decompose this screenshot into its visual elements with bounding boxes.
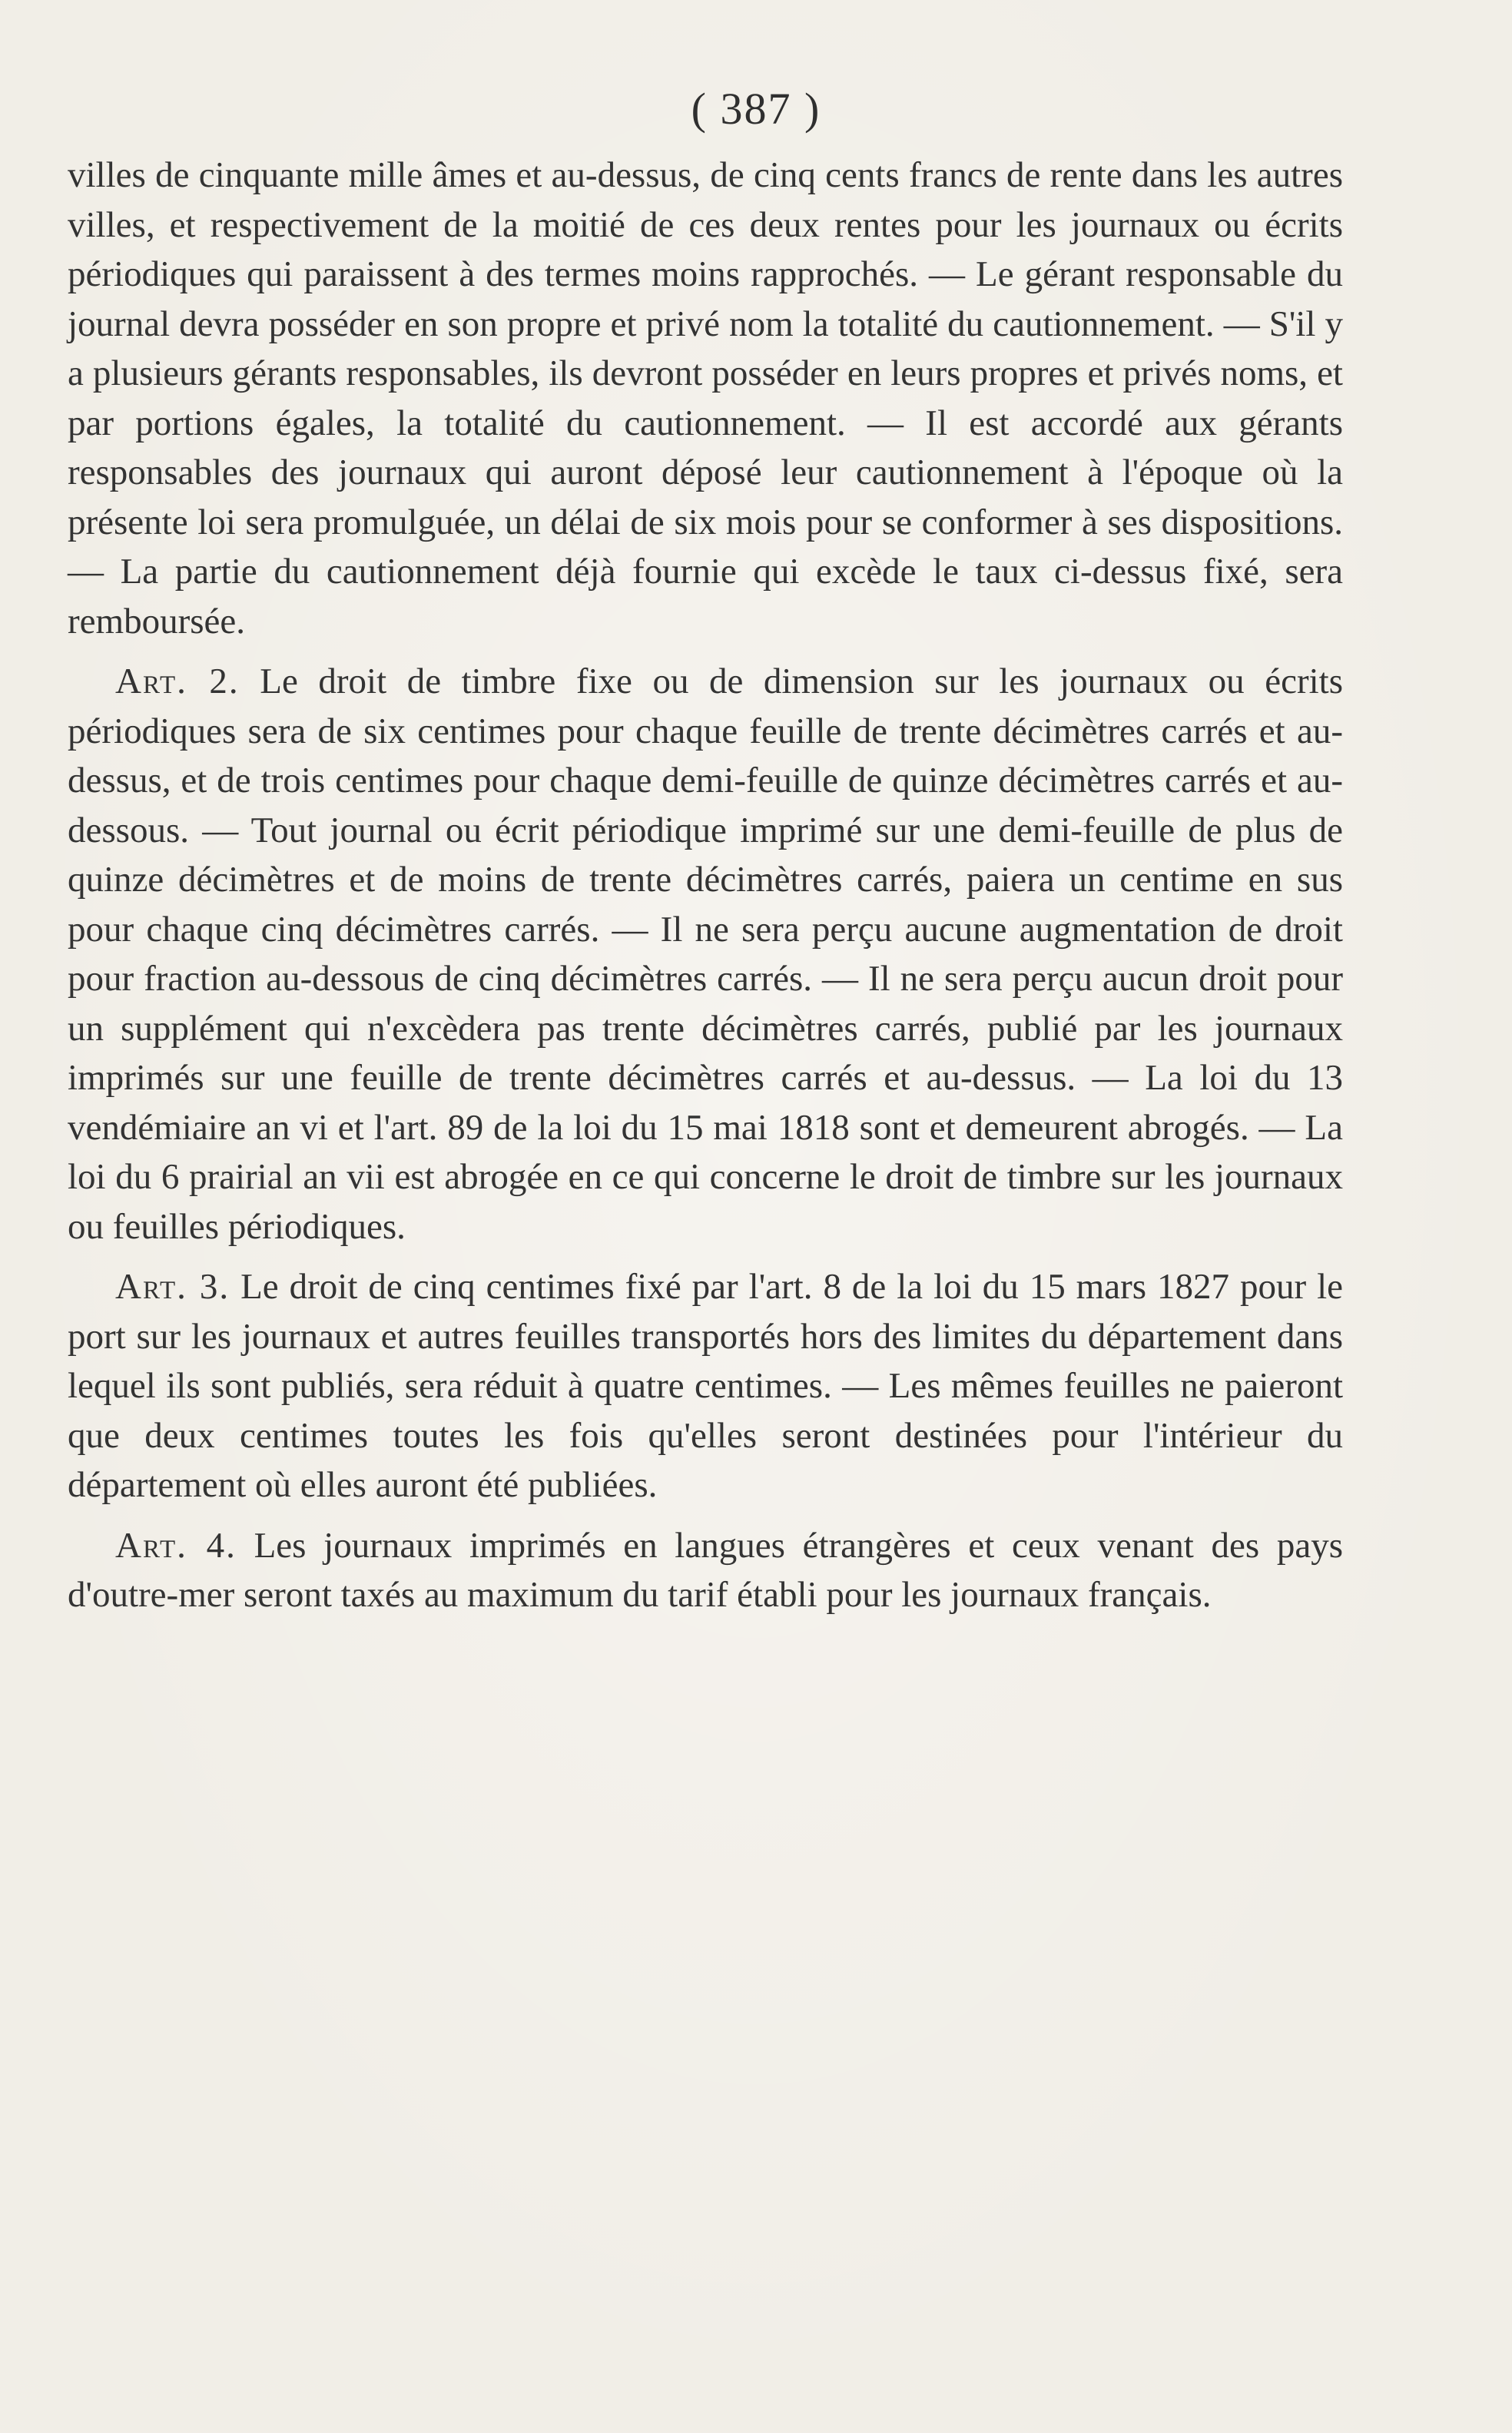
- article-text: Le droit de cinq centimes fixé par l'art. 8 de la loi du 15 mars 1827 pour le port sur les journaux et autres feuilles transportés hors des limites du département dans lequel ils sont publiés, sera réduit à quatre centimes. — Les mêmes feuilles ne paieront que deux centimes toutes les fois qu'elles seront destinées pour l'intérieur du département où elles auront été publiées.: [68, 1267, 1344, 1505]
- page-number: ( 387 ): [691, 84, 821, 134]
- paragraph-continuation: [68, 151, 1343, 646]
- article-4: [68, 1521, 1343, 1620]
- article-2: [68, 657, 1343, 1251]
- body-text: [68, 151, 1343, 1631]
- article-label: Art. 3.: [115, 1267, 230, 1307]
- article-label: Art. 2.: [115, 661, 240, 701]
- article-3: [68, 1262, 1343, 1510]
- article-text: Les journaux imprimés en langues étrangères et ceux venant des pays d'outre-mer seront taxés au maximum du tarif établi pour les journaux français.: [68, 1525, 1344, 1615]
- article-text: Le droit de timbre fixe ou de dimension sur les journaux ou écrits périodiques sera de six centimes pour chaque feuille de trente décimètres carrés et au-dessus, et de trois centimes pour chaque demi-feuille de quinze décimètres carrés et au-dessous. — Tout journal ou écrit périodique imprimé sur une demi-feuille de plus de quinze décimètres et de moins de trente décimètres carrés, paiera un centime en sus pour chaque cinq décimètres carrés. — Il ne sera perçu aucune augmentation de droit pour fraction au-dessous de cinq décimètres carrés. — Il ne sera perçu aucun droit pour un supplément qui n'excèdera pas trente décimètres carrés, publié par les journaux imprimés sur une feuille de trente décimètres carrés et au-dessus. — La loi du 13 vendémiaire an vi et l'art. 89 de la loi du 15 mai 1818 sont et demeurent abrogés. — La loi du 6 prairial an vii est abrogée en ce qui concerne le droit de timbre sur les journaux ou feuilles périodiques.: [68, 661, 1343, 1247]
- paragraph-text: villes de cinquante mille âmes et au-dessus, de cinq cents francs de rente dans les autres villes, et respectivement de la moitié de ces deux rentes pour les journaux ou écrits périodiques qui paraissent à des termes moins rapprochés. — Le gérant responsable du journal devra posséder en son propre et privé nom la totalité du cautionnement. — S'il y a plusieurs gérants responsables, ils devront posséder en leurs propres et privés noms, et par portions égales, la totalité du cautionnement. — Il est accordé aux gérants responsables des journaux qui auront déposé leur cautionnement à l'époque où la présente loi sera promulguée, un délai de six mois pour se conformer à ses dispositions. — La partie du cautionnement déjà fournie qui excède le taux ci-dessus fixé, sera remboursée.: [68, 155, 1343, 641]
- article-label: Art. 4.: [115, 1525, 237, 1566]
